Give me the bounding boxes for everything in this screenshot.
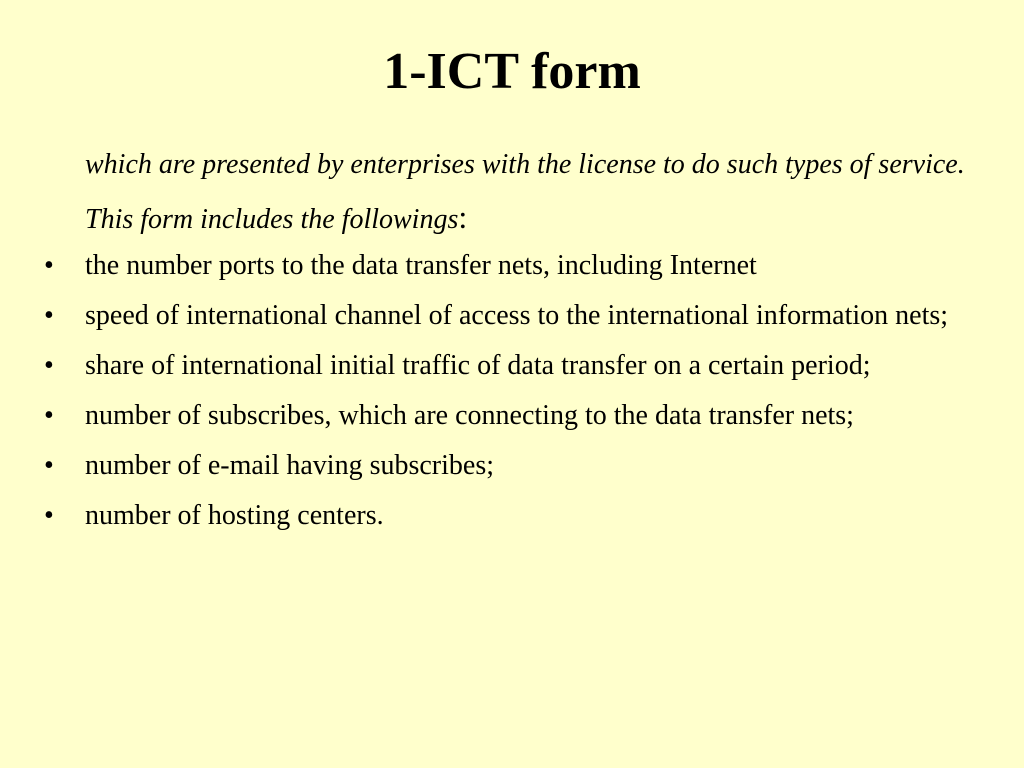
bullet-text: number of subscribes, which are connecting to the data transfer nets; — [85, 400, 854, 431]
bullet-item — [0, 346, 1024, 386]
bullet-item — [0, 246, 1024, 286]
intro-colon: : — [458, 199, 468, 235]
bullet-dot-icon: • — [44, 500, 54, 531]
bullet-dot-icon: • — [44, 450, 54, 481]
bullet-item — [0, 496, 1024, 536]
bullet-item — [0, 296, 1024, 336]
bullet-text: number of hosting centers. — [85, 500, 384, 531]
bullet-dot-icon: • — [44, 400, 54, 431]
intro-paragraph — [85, 138, 965, 246]
bullet-text: share of international initial traffic of data transfer on a certain period; — [85, 350, 871, 381]
bullet-text: number of e-mail having subscribes; — [85, 450, 495, 481]
bullet-dot-icon: • — [44, 300, 54, 331]
bullet-dot-icon: • — [44, 250, 54, 281]
bullet-text: speed of international channel of access to the international information nets; — [85, 300, 949, 331]
bullet-item — [0, 446, 1024, 486]
bullet-item — [0, 396, 1024, 436]
bullet-list — [0, 246, 1024, 546]
bullet-text: the number ports to the data transfer nets, including Internet — [85, 250, 757, 281]
bullet-dot-icon: • — [44, 350, 54, 381]
slide-title: 1-ICT form — [383, 43, 641, 100]
intro-text: which are presented by enterprises with the license to do such types of service. This form includes the followings — [85, 149, 965, 235]
